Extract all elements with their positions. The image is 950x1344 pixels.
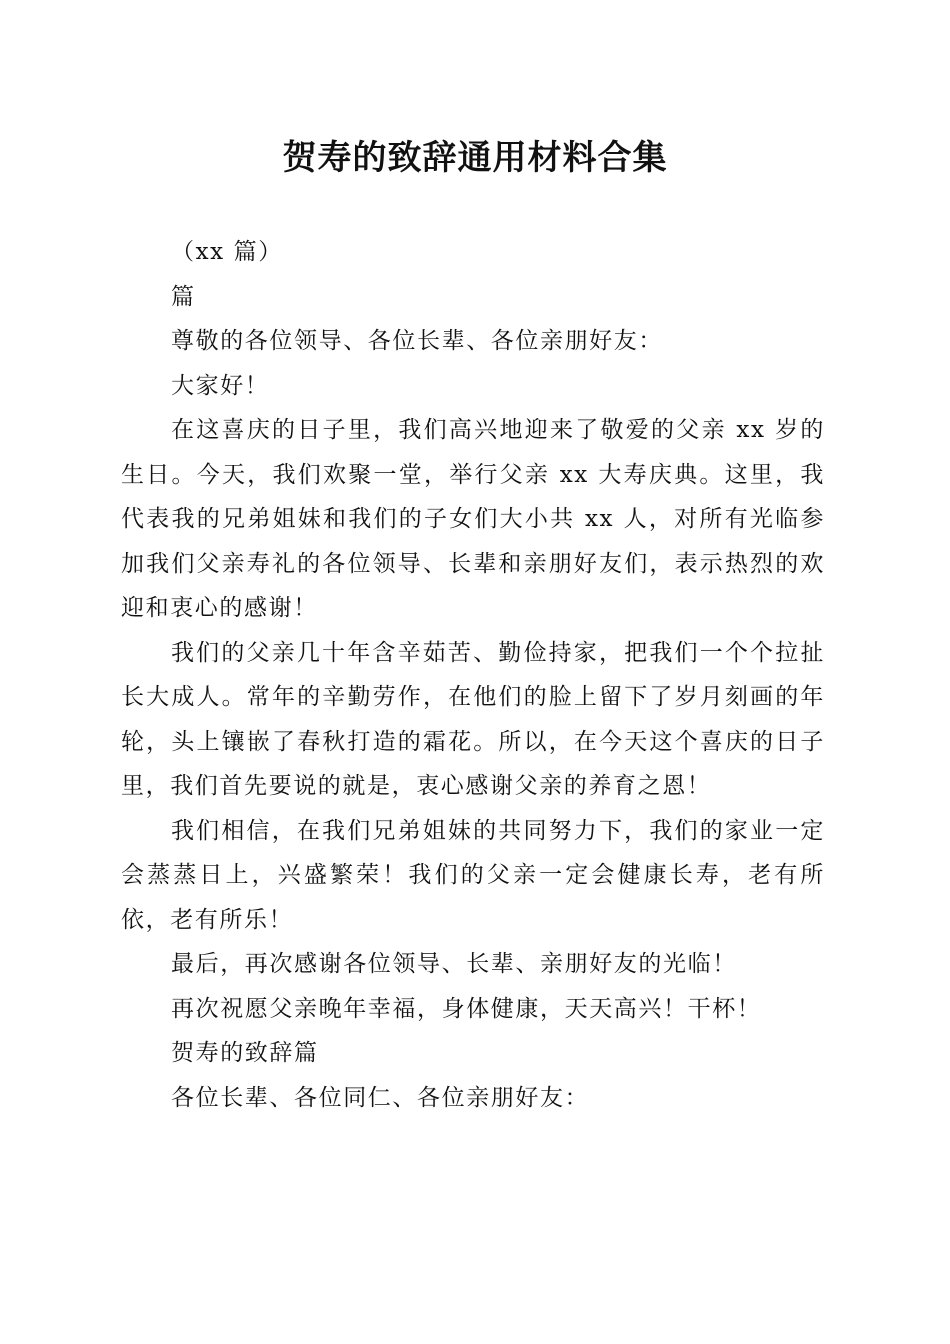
paragraph-toast: 再次祝愿父亲晚年幸福，身体健康，天天高兴！干杯！ (171, 995, 762, 1022)
paragraph-body: 我们相信，在我们兄弟姐妹的共同努力下，我们的家业一定会蒸蒸日上，兴盛繁荣！我们的父亲一定会健康长寿，老有所依，老有所乐！ (121, 817, 825, 933)
paragraph-body: 我们的父亲几十年含辛茹苦、勤俭持家，把我们一个个拉扯长大成人。常年的辛勤劳作，在他们的脸上留下了岁月刻画的年轮，头上镶嵌了春秋打造的霜花。所以，在今天这个喜庆的日子里，我们首先要说的就是，衷心感谢父亲的养育之恩！ (121, 639, 825, 799)
paragraph-greeting: 大家好！ (171, 372, 270, 399)
document-body (121, 230, 825, 1120)
document-title: 贺寿的致辞通用材料合集 (282, 138, 668, 178)
paragraph-section-marker: 篇 (171, 283, 196, 310)
paragraph-section-heading: 贺寿的致辞篇 (171, 1040, 319, 1066)
paragraph-thanks: 最后，再次感谢各位领导、长辈、亲朋好友的光临！ (171, 951, 737, 977)
paragraph-body: 在这喜庆的日子里，我们高兴地迎来了敬爱的父亲 xx 岁的生日。今天，我们欢聚一堂，举行父亲 xx 大寿庆典。这里，我代表我的兄弟姐妹和我们的子女们大小共 xx 人，对所有光临参加我们父亲寿礼的各位领导、长辈和亲朋好友们，表示热烈的欢迎和衷心的感谢！ (121, 417, 825, 621)
paragraph-salutation: 尊敬的各位领导、各位长辈、各位亲朋好友： (171, 328, 663, 354)
paragraph-count-note: （xx 篇） (171, 239, 283, 265)
paragraph-salutation: 各位长辈、各位同仁、各位亲朋好友： (171, 1084, 590, 1111)
